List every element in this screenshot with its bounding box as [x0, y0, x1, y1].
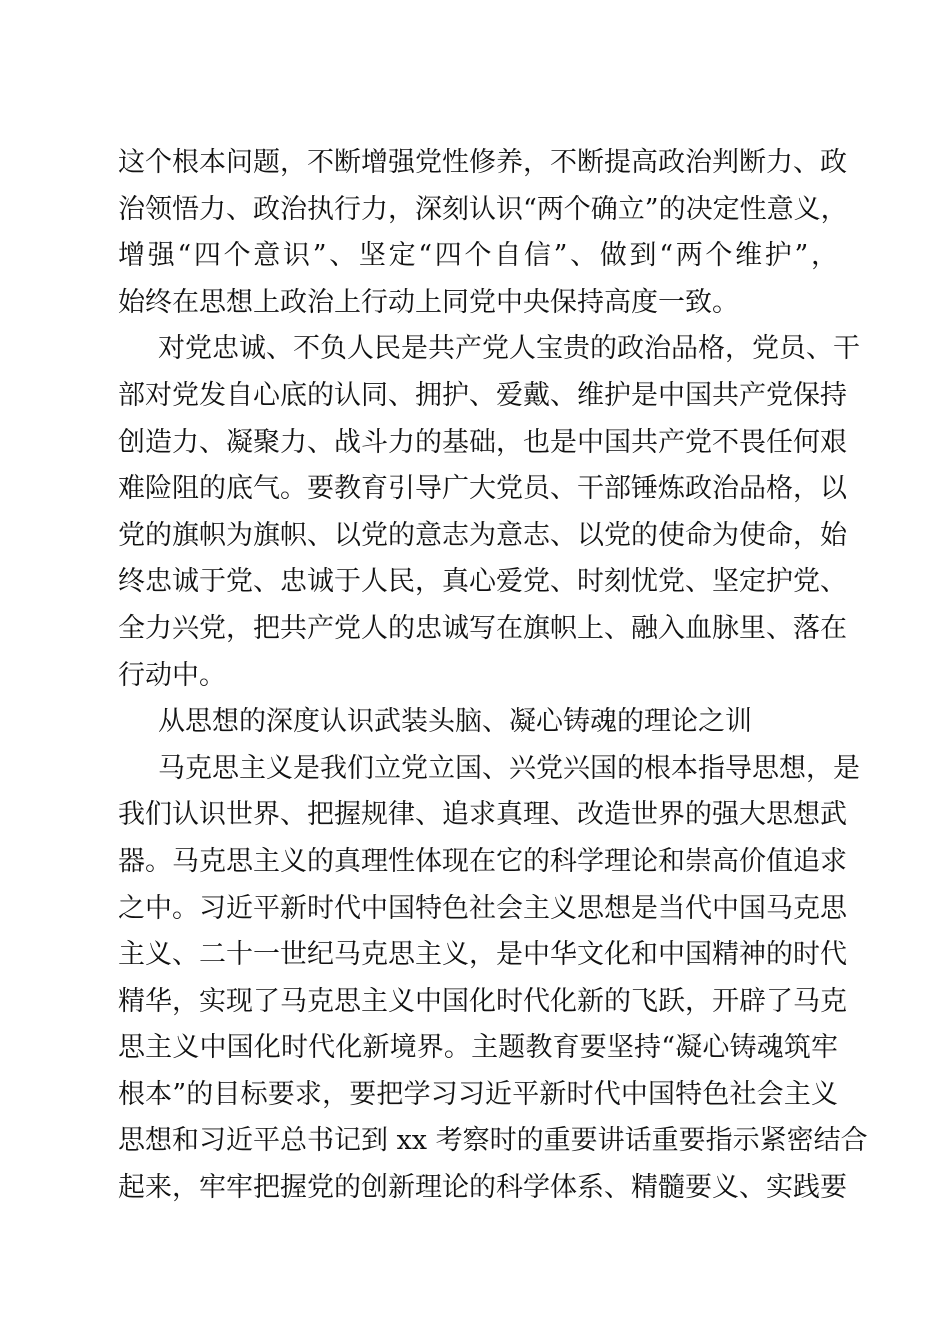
- text-line: 之中。习近平新时代中国特色社会主义思想是当代中国马克思: [118, 892, 847, 924]
- text-line: 器。马克思主义的真理性体现在它的科学理论和崇高价值追求: [118, 845, 847, 877]
- text-line: 根本”的目标要求，要把学习习近平新时代中国特色社会主义: [118, 1078, 838, 1110]
- text-line: 这个根本问题，不断增强党性修养，不断提高政治判断力、政: [118, 147, 847, 178]
- text-line: 治领悟力、政治执行力，深刻认识“两个确立”的决定性意义，: [118, 193, 848, 225]
- text-line: 行动中。: [118, 659, 226, 691]
- text-line: 难险阻的底气。要教育引导广大党员、干部锤炼政治品格，以: [118, 473, 847, 505]
- text-line: 精华，实现了马克思主义中国化时代化新的飞跃，开辟了马克: [118, 985, 847, 1017]
- text-line: 起来，牢牢把握党的创新理论的科学体系、精髓要义、实践要: [118, 1172, 847, 1204]
- paragraph-first-line: 对党忠诚、不负人民是共产党人宝贵的政治品格，党员、干: [158, 333, 860, 365]
- text-line: 终忠诚于党、忠诚于人民，真心爱党、时刻忧党、坚定护党、: [118, 566, 847, 598]
- body-text: [118, 140, 868, 1212]
- text-line: 党的旗帜为旗帜、以党的意志为意志、以党的使命为使命，始: [118, 519, 847, 551]
- text-line: 思主义中国化时代化新境界。主题教育要坚持“凝心铸魂筑牢: [118, 1032, 838, 1064]
- text-line: 增强“四个意识”、坚定“四个自信”、做到“两个维护”，: [118, 240, 838, 272]
- text-line: 创造力、凝聚力、战斗力的基础，也是中国共产党不畏任何艰: [118, 426, 847, 458]
- text-line: 全力兴党，把共产党人的忠诚写在旗帜上、融入血脉里、落在: [118, 612, 847, 644]
- text-line: 始终在思想上政治上行动上同党中央保持高度一致。: [118, 286, 739, 318]
- text-line: 主义、二十一世纪马克思主义，是中华文化和中国精神的时代: [118, 939, 847, 971]
- text-line: 我们认识世界、把握规律、追求真理、改造世界的强大思想武: [118, 799, 847, 831]
- text-line: 部对党发自心底的认同、拥护、爱戴、维护是中国共产党保持: [118, 379, 847, 411]
- section-heading: 从思想的深度认识武装头脑、凝心铸魂的理论之训: [158, 706, 752, 738]
- paragraph-first-line: 马克思主义是我们立党立国、兴党兴国的根本指导思想，是: [158, 752, 860, 784]
- text-line: 思想和习近平总书记到 xx 考察时的重要讲话重要指示紧密结合: [118, 1125, 868, 1157]
